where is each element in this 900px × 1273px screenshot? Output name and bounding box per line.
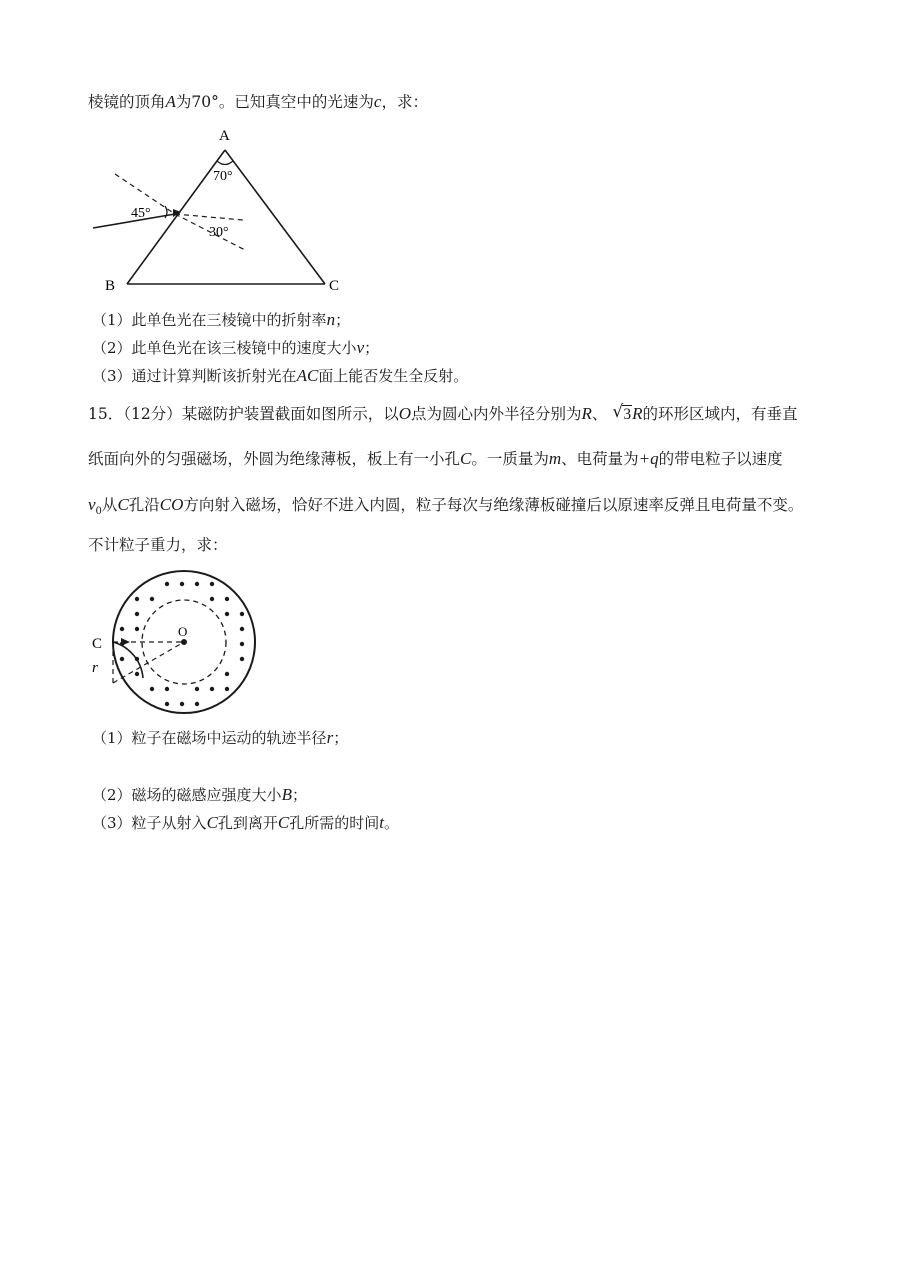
field-dot [240,612,244,616]
q15-part-3: （3）粒子从射入C孔到离开C孔所需的时间t。 [92,813,400,832]
field-dot [135,627,139,631]
q15-part-1: （1）粒子在磁场中运动的轨迹半径r； [92,728,349,747]
q14-part-2: （2）此单色光在该三棱镜中的速度大小v； [92,338,380,357]
field-dot [135,597,139,601]
field-dot [120,657,124,661]
field-dot [210,597,214,601]
radius-r-label: r [92,660,98,676]
apex-angle-arc [217,161,233,165]
field-dot [195,582,199,586]
entry-arrow [121,638,130,646]
field-dot [150,597,154,601]
apex-angle-label: 70° [213,169,233,184]
vertex-a-label: A [219,128,230,144]
hole-c-label: C [92,636,103,652]
field-dot [165,702,169,706]
vertex-c-label: C [329,278,340,294]
incidence-angle-label: 45° [131,206,151,221]
field-dot [180,582,184,586]
q15-line-2: 纸面向外的匀强磁场，外圆为绝缘薄板，板上有一小孔C。一质量为m、电荷量为+q的带电粒子以速度 [88,449,783,468]
field-dot [195,687,199,691]
q15-line-3: $v_0$从C孔沿CO方向射入磁场，恰好不进入内圆，粒子每次与绝缘薄板碰撞后以原速率反弹且电荷量不变。 [88,495,804,518]
prism-diagram [85,122,355,297]
q15-line-4: 不计粒子重力，求： [88,536,228,554]
field-dot [210,582,214,586]
q14-part-3: （3）通过计算判断该折射光在AC面上能否发生全反射。 [92,366,469,385]
field-dot [225,687,229,691]
field-dot [225,597,229,601]
field-dot [165,582,169,586]
field-dot [135,672,139,676]
q15-line-1: 15．（12分）某磁防护装置截面如图所示，以O点为圆心内外半径分别为R、 √ 3R的环形区域内，有垂直 [88,402,798,423]
vertex-b-label: B [105,278,116,294]
field-dot [150,687,154,691]
field-dot [210,687,214,691]
magnetic-field-diagram [88,570,263,718]
q14-part-1: （1）此单色光在三棱镜中的折射率n； [92,310,351,329]
center-o-label: O [178,624,188,639]
field-dot [135,612,139,616]
field-dot [225,612,229,616]
field-dot [240,642,244,646]
intro-line: 棱镜的顶角A为70°。已知真空中的光速为c，求： [88,92,428,111]
sqrt-3: √ 3 [612,402,632,423]
field-dot [180,702,184,706]
prism-side-ac [225,150,325,284]
center-link [113,642,184,683]
field-dot [165,687,169,691]
field-dot [240,657,244,661]
field-dot [240,627,244,631]
field-dot [195,702,199,706]
field-dot [225,672,229,676]
q15-part-2: （2）磁场的磁感应强度大小B； [92,785,307,804]
refraction-angle-label: 30° [209,225,229,240]
field-dot [120,627,124,631]
